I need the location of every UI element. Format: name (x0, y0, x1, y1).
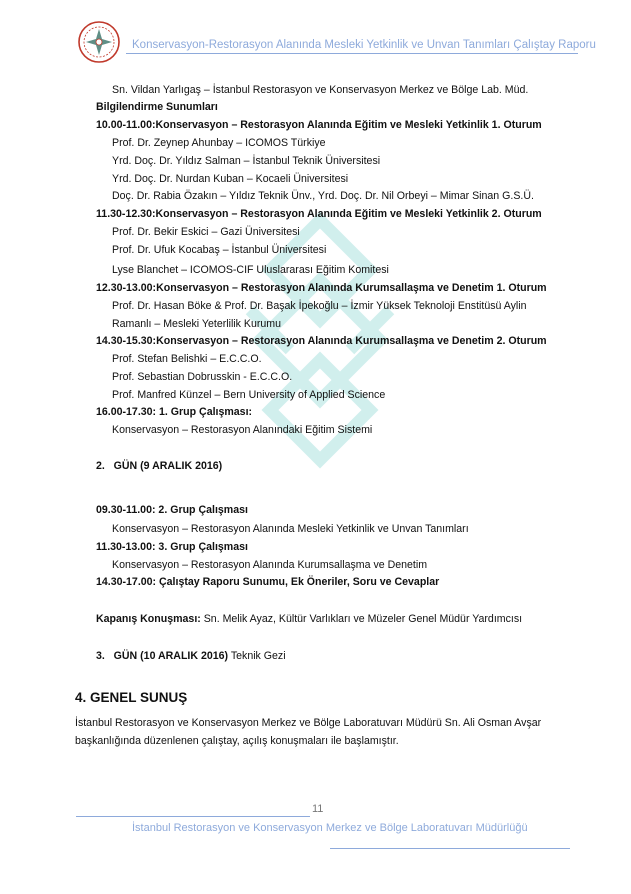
day-3-heading (96, 650, 286, 663)
session-3-speaker-1-cont: Ramanlı – Mesleki Yeterlilik Kurumu (112, 318, 281, 330)
closing-speech-text: Sn. Melik Ayaz, Kültür Varlıkları ve Müzeler Genel Müdür Yardımcısı (200, 613, 523, 625)
session-4-speaker-3: Prof. Manfred Künzel – Bern University of Applied Science (112, 389, 386, 401)
program-heading-presentations: Bilgilendirme Sunumları (96, 101, 218, 113)
session-2-speaker-1: Prof. Dr. Bekir Eskici – Gazi Üniversitesi (112, 226, 300, 238)
closing-speech (96, 613, 522, 626)
session-1-speaker-3: Yrd. Doç. Dr. Nurdan Kuban – Kocaeli Üniversitesi (112, 173, 349, 185)
section-heading: 4. GENEL SUNUŞ (75, 690, 188, 705)
day-3-label: 3. GÜN (10 ARALIK 2016) (96, 650, 229, 662)
header-divider (126, 53, 578, 54)
session-1-speaker-4: Doç. Dr. Rabia Özakın – Yıldız Teknik Ünv., Yrd. Doç. Dr. Nil Orbeyi – Mimar Sinan G.S.Ü. (112, 190, 534, 202)
section-paragraph-line-1: İstanbul Restorasyon ve Konservasyon Merkez ve Bölge Laboratuvarı Müdürü Sn. Ali Osman Avşar (75, 717, 542, 729)
session-2-speaker-3: Lyse Blanchet – ICOMOS-CIF Uluslararası Eğitim Komitesi (112, 264, 389, 276)
day-2-heading: 2. GÜN (9 ARALIK 2016) (96, 460, 223, 472)
header-title: Konservasyon-Restorasyon Alanında Mesleki Yetkinlik ve Unvan Tanımları Çalıştay Raporu (132, 39, 596, 51)
section-paragraph-line-2: başkanlığında düzenlenen çalıştay, açılış konuşmaları ile başlamıştır. (75, 735, 399, 747)
session-1-title: 10.00-11.00:Konservasyon – Restorasyon Alanında Eğitim ve Mesleki Yetkinlik 1. Oturum (96, 119, 542, 131)
footer-divider-left (76, 816, 310, 817)
group-work-3-topic: Konservasyon – Restorasyon Alanında Kurumsallaşma ve Denetim (112, 559, 428, 571)
session-3-speaker-1: Prof. Dr. Hasan Böke & Prof. Dr. Başak İpekoğlu – İzmir Yüksek Teknoloji Enstitüsü Aylin (112, 300, 527, 312)
group-work-2-topic: Konservasyon – Restorasyon Alanında Mesleki Yetkinlik ve Unvan Tanımları (112, 523, 469, 535)
closing-speech-label: Kapanış Konuşması: (96, 613, 201, 625)
ministry-logo (77, 20, 121, 64)
session-1-speaker-1: Prof. Dr. Zeynep Ahunbay – ICOMOS Türkiye (112, 137, 326, 149)
session-4-speaker-2: Prof. Sebastian Dobrusskin - E.C.C.O. (112, 371, 293, 383)
session-4-speaker-1: Prof. Stefan Belishki – E.C.C.O. (112, 353, 262, 365)
footer-divider-right (330, 848, 570, 849)
page-number: 11 (312, 803, 324, 815)
session-4-title: 14.30-15.30:Konservasyon – Restorasyon Alanında Kurumsallaşma ve Denetim 2. Oturum (96, 335, 547, 347)
day-3-text: Teknik Gezi (228, 650, 286, 662)
group-work-3-title: 11.30-13.00: 3. Grup Çalışması (96, 541, 248, 553)
session-3-title: 12.30-13.00:Konservasyon – Restorasyon Alanında Kurumsallaşma ve Denetim 1. Oturum (96, 282, 547, 294)
group-work-1-title: 16.00-17.30: 1. Grup Çalışması: (96, 406, 253, 418)
report-presentation-title: 14.30-17.00: Çalıştay Raporu Sunumu, Ek Öneriler, Soru ve Cevaplar (96, 576, 440, 588)
program-line-opening-speaker: Sn. Vildan Yarlıgaş – İstanbul Restorasyon ve Konservasyon Merkez ve Bölge Lab. Müd. (112, 84, 529, 96)
session-1-speaker-2: Yrd. Doç. Dr. Yıldız Salman – İstanbul Teknik Üniversitesi (112, 155, 381, 167)
session-2-speaker-2: Prof. Dr. Ufuk Kocabaş – İstanbul Üniversitesi (112, 244, 327, 256)
group-work-1-topic: Konservasyon – Restorasyon Alanındaki Eğitim Sistemi (112, 424, 373, 436)
group-work-2-title: 09.30-11.00: 2. Grup Çalışması (96, 504, 248, 516)
footer-organization: İstanbul Restorasyon ve Konservasyon Merkez ve Bölge Laboratuvarı Müdürlüğü (132, 822, 528, 834)
session-2-title: 11.30-12.30:Konservasyon – Restorasyon Alanında Eğitim ve Mesleki Yetkinlik 2. Oturum (96, 208, 542, 220)
